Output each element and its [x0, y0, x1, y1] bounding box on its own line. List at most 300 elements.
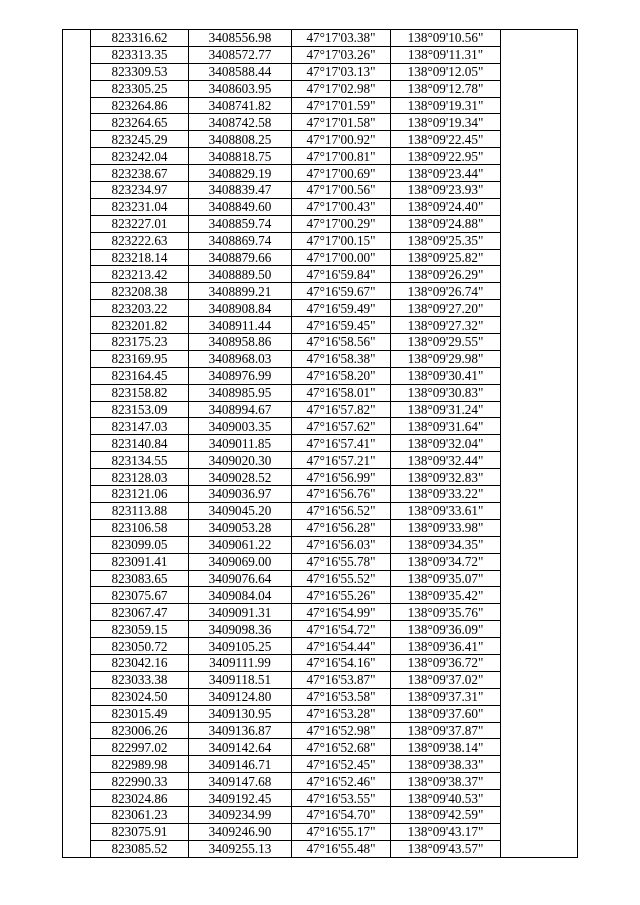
- latitude-cell: 47°16'59.84": [292, 266, 391, 283]
- easting-cell: 823147.03: [91, 418, 189, 435]
- table-row: [63, 418, 578, 435]
- longitude-cell: 138°09'27.32": [391, 317, 501, 334]
- blank-right-cell: [501, 401, 578, 418]
- table-row: [63, 334, 578, 351]
- table-row: [63, 823, 578, 840]
- blank-left-cell: [63, 536, 91, 553]
- blank-right-cell: [501, 30, 578, 47]
- easting-cell: 823113.88: [91, 502, 189, 519]
- longitude-cell: 138°09'29.55": [391, 334, 501, 351]
- blank-left-cell: [63, 131, 91, 148]
- longitude-cell: 138°09'33.22": [391, 486, 501, 503]
- northing-cell: 3408603.95: [189, 80, 292, 97]
- longitude-cell: 138°09'36.09": [391, 621, 501, 638]
- blank-right-cell: [501, 790, 578, 807]
- blank-left-cell: [63, 215, 91, 232]
- longitude-cell: 138°09'35.76": [391, 604, 501, 621]
- latitude-cell: 47°16'52.45": [292, 756, 391, 773]
- northing-cell: 3409136.87: [189, 722, 292, 739]
- coordinate-table: [62, 29, 578, 858]
- coordinate-table-body: [63, 30, 578, 858]
- easting-cell: 823158.82: [91, 384, 189, 401]
- blank-left-cell: [63, 502, 91, 519]
- blank-right-cell: [501, 300, 578, 317]
- blank-right-cell: [501, 604, 578, 621]
- northing-cell: 3409069.00: [189, 553, 292, 570]
- easting-cell: 823024.86: [91, 790, 189, 807]
- longitude-cell: 138°09'30.83": [391, 384, 501, 401]
- blank-right-cell: [501, 806, 578, 823]
- easting-cell: 823222.63: [91, 232, 189, 249]
- table-row: [63, 502, 578, 519]
- northing-cell: 3409036.97: [189, 486, 292, 503]
- blank-right-cell: [501, 638, 578, 655]
- table-row: [63, 604, 578, 621]
- blank-left-cell: [63, 756, 91, 773]
- longitude-cell: 138°09'31.64": [391, 418, 501, 435]
- northing-cell: 3408985.95: [189, 384, 292, 401]
- table-row: [63, 486, 578, 503]
- table-row: [63, 806, 578, 823]
- table-row: [63, 773, 578, 790]
- longitude-cell: 138°09'33.61": [391, 502, 501, 519]
- longitude-cell: 138°09'24.88": [391, 215, 501, 232]
- blank-left-cell: [63, 688, 91, 705]
- table-row: [63, 249, 578, 266]
- northing-cell: 3409118.51: [189, 671, 292, 688]
- latitude-cell: 47°17'03.38": [292, 30, 391, 47]
- northing-cell: 3408808.25: [189, 131, 292, 148]
- blank-right-cell: [501, 705, 578, 722]
- longitude-cell: 138°09'23.93": [391, 182, 501, 199]
- table-row: [63, 621, 578, 638]
- longitude-cell: 138°09'32.44": [391, 452, 501, 469]
- longitude-cell: 138°09'19.34": [391, 114, 501, 131]
- blank-right-cell: [501, 367, 578, 384]
- northing-cell: 3408741.82: [189, 97, 292, 114]
- easting-cell: 823153.09: [91, 401, 189, 418]
- blank-left-cell: [63, 266, 91, 283]
- latitude-cell: 47°16'55.48": [292, 840, 391, 857]
- blank-right-cell: [501, 148, 578, 165]
- latitude-cell: 47°16'55.17": [292, 823, 391, 840]
- table-row: [63, 266, 578, 283]
- longitude-cell: 138°09'12.05": [391, 63, 501, 80]
- easting-cell: 823050.72: [91, 638, 189, 655]
- blank-left-cell: [63, 435, 91, 452]
- longitude-cell: 138°09'22.45": [391, 131, 501, 148]
- northing-cell: 3409061.22: [189, 536, 292, 553]
- easting-cell: 823083.65: [91, 570, 189, 587]
- table-row: [63, 63, 578, 80]
- northing-cell: 3408839.47: [189, 182, 292, 199]
- longitude-cell: 138°09'32.83": [391, 469, 501, 486]
- easting-cell: 823006.26: [91, 722, 189, 739]
- latitude-cell: 47°16'58.01": [292, 384, 391, 401]
- blank-right-cell: [501, 654, 578, 671]
- northing-cell: 3408968.03: [189, 350, 292, 367]
- blank-left-cell: [63, 840, 91, 857]
- blank-right-cell: [501, 350, 578, 367]
- easting-cell: 823106.58: [91, 519, 189, 536]
- blank-right-cell: [501, 536, 578, 553]
- blank-right-cell: [501, 418, 578, 435]
- northing-cell: 3408908.84: [189, 300, 292, 317]
- northing-cell: 3409147.68: [189, 773, 292, 790]
- table-row: [63, 300, 578, 317]
- table-row: [63, 317, 578, 334]
- longitude-cell: 138°09'11.31": [391, 46, 501, 63]
- latitude-cell: 47°17'03.13": [292, 63, 391, 80]
- easting-cell: 823245.29: [91, 131, 189, 148]
- easting-cell: 823075.91: [91, 823, 189, 840]
- blank-right-cell: [501, 452, 578, 469]
- longitude-cell: 138°09'26.29": [391, 266, 501, 283]
- easting-cell: 823059.15: [91, 621, 189, 638]
- easting-cell: 823091.41: [91, 553, 189, 570]
- table-row: [63, 148, 578, 165]
- longitude-cell: 138°09'36.41": [391, 638, 501, 655]
- table-row: [63, 452, 578, 469]
- table-row: [63, 384, 578, 401]
- blank-left-cell: [63, 486, 91, 503]
- easting-cell: 823313.35: [91, 46, 189, 63]
- northing-cell: 3408859.74: [189, 215, 292, 232]
- northing-cell: 3408849.60: [189, 198, 292, 215]
- table-row: [63, 756, 578, 773]
- northing-cell: 3409146.71: [189, 756, 292, 773]
- easting-cell: 823061.23: [91, 806, 189, 823]
- table-row: [63, 654, 578, 671]
- table-row: [63, 469, 578, 486]
- blank-left-cell: [63, 671, 91, 688]
- longitude-cell: 138°09'30.41": [391, 367, 501, 384]
- blank-left-cell: [63, 114, 91, 131]
- blank-right-cell: [501, 334, 578, 351]
- blank-right-cell: [501, 435, 578, 452]
- latitude-cell: 47°16'56.99": [292, 469, 391, 486]
- latitude-cell: 47°16'58.20": [292, 367, 391, 384]
- northing-cell: 3408994.67: [189, 401, 292, 418]
- blank-left-cell: [63, 334, 91, 351]
- easting-cell: 823075.67: [91, 587, 189, 604]
- table-row: [63, 553, 578, 570]
- blank-left-cell: [63, 384, 91, 401]
- blank-right-cell: [501, 114, 578, 131]
- table-row: [63, 46, 578, 63]
- blank-right-cell: [501, 587, 578, 604]
- blank-left-cell: [63, 621, 91, 638]
- latitude-cell: 47°17'00.56": [292, 182, 391, 199]
- easting-cell: 823015.49: [91, 705, 189, 722]
- northing-cell: 3408879.66: [189, 249, 292, 266]
- latitude-cell: 47°16'58.56": [292, 334, 391, 351]
- easting-cell: 823140.84: [91, 435, 189, 452]
- table-row: [63, 671, 578, 688]
- longitude-cell: 138°09'26.74": [391, 283, 501, 300]
- blank-right-cell: [501, 469, 578, 486]
- northing-cell: 3408588.44: [189, 63, 292, 80]
- latitude-cell: 47°17'00.92": [292, 131, 391, 148]
- easting-cell: 823099.05: [91, 536, 189, 553]
- latitude-cell: 47°17'00.43": [292, 198, 391, 215]
- easting-cell: 823067.47: [91, 604, 189, 621]
- latitude-cell: 47°16'54.70": [292, 806, 391, 823]
- blank-left-cell: [63, 97, 91, 114]
- latitude-cell: 47°17'01.59": [292, 97, 391, 114]
- table-row: [63, 198, 578, 215]
- blank-right-cell: [501, 486, 578, 503]
- blank-left-cell: [63, 165, 91, 182]
- northing-cell: 3409045.20: [189, 502, 292, 519]
- northing-cell: 3408869.74: [189, 232, 292, 249]
- table-row: [63, 215, 578, 232]
- easting-cell: 823033.38: [91, 671, 189, 688]
- blank-left-cell: [63, 283, 91, 300]
- blank-left-cell: [63, 519, 91, 536]
- longitude-cell: 138°09'43.57": [391, 840, 501, 857]
- blank-right-cell: [501, 840, 578, 857]
- longitude-cell: 138°09'27.20": [391, 300, 501, 317]
- table-row: [63, 114, 578, 131]
- northing-cell: 3409098.36: [189, 621, 292, 638]
- northing-cell: 3408556.98: [189, 30, 292, 47]
- longitude-cell: 138°09'37.02": [391, 671, 501, 688]
- northing-cell: 3409091.31: [189, 604, 292, 621]
- blank-right-cell: [501, 519, 578, 536]
- longitude-cell: 138°09'23.44": [391, 165, 501, 182]
- latitude-cell: 47°16'58.38": [292, 350, 391, 367]
- latitude-cell: 47°16'52.98": [292, 722, 391, 739]
- easting-cell: 823085.52: [91, 840, 189, 857]
- blank-left-cell: [63, 469, 91, 486]
- longitude-cell: 138°09'35.42": [391, 587, 501, 604]
- blank-left-cell: [63, 553, 91, 570]
- blank-right-cell: [501, 756, 578, 773]
- longitude-cell: 138°09'24.40": [391, 198, 501, 215]
- northing-cell: 3409076.64: [189, 570, 292, 587]
- longitude-cell: 138°09'37.87": [391, 722, 501, 739]
- latitude-cell: 47°16'59.49": [292, 300, 391, 317]
- blank-right-cell: [501, 198, 578, 215]
- blank-left-cell: [63, 198, 91, 215]
- table-row: [63, 705, 578, 722]
- blank-right-cell: [501, 722, 578, 739]
- table-row: [63, 638, 578, 655]
- longitude-cell: 138°09'33.98": [391, 519, 501, 536]
- latitude-cell: 47°16'55.78": [292, 553, 391, 570]
- latitude-cell: 47°16'55.26": [292, 587, 391, 604]
- northing-cell: 3409084.04: [189, 587, 292, 604]
- latitude-cell: 47°16'56.03": [292, 536, 391, 553]
- easting-cell: 823128.03: [91, 469, 189, 486]
- blank-right-cell: [501, 283, 578, 300]
- longitude-cell: 138°09'19.31": [391, 97, 501, 114]
- northing-cell: 3409011.85: [189, 435, 292, 452]
- northing-cell: 3408958.86: [189, 334, 292, 351]
- blank-left-cell: [63, 823, 91, 840]
- blank-right-cell: [501, 553, 578, 570]
- blank-left-cell: [63, 654, 91, 671]
- northing-cell: 3408742.58: [189, 114, 292, 131]
- easting-cell: 823203.22: [91, 300, 189, 317]
- blank-left-cell: [63, 773, 91, 790]
- easting-cell: 822997.02: [91, 739, 189, 756]
- blank-right-cell: [501, 317, 578, 334]
- table-row: [63, 790, 578, 807]
- table-row: [63, 519, 578, 536]
- northing-cell: 3409020.30: [189, 452, 292, 469]
- easting-cell: 823164.45: [91, 367, 189, 384]
- easting-cell: 823201.82: [91, 317, 189, 334]
- latitude-cell: 47°16'57.82": [292, 401, 391, 418]
- blank-right-cell: [501, 773, 578, 790]
- latitude-cell: 47°17'03.26": [292, 46, 391, 63]
- northing-cell: 3409003.35: [189, 418, 292, 435]
- longitude-cell: 138°09'42.59": [391, 806, 501, 823]
- longitude-cell: 138°09'25.35": [391, 232, 501, 249]
- blank-left-cell: [63, 350, 91, 367]
- latitude-cell: 47°17'01.58": [292, 114, 391, 131]
- easting-cell: 823218.14: [91, 249, 189, 266]
- easting-cell: 823042.16: [91, 654, 189, 671]
- latitude-cell: 47°16'57.21": [292, 452, 391, 469]
- table-row: [63, 587, 578, 604]
- blank-left-cell: [63, 46, 91, 63]
- longitude-cell: 138°09'32.04": [391, 435, 501, 452]
- blank-left-cell: [63, 452, 91, 469]
- latitude-cell: 47°17'02.98": [292, 80, 391, 97]
- blank-right-cell: [501, 249, 578, 266]
- longitude-cell: 138°09'22.95": [391, 148, 501, 165]
- northing-cell: 3409234.99: [189, 806, 292, 823]
- blank-left-cell: [63, 249, 91, 266]
- latitude-cell: 47°16'57.41": [292, 435, 391, 452]
- latitude-cell: 47°16'53.55": [292, 790, 391, 807]
- table-row: [63, 165, 578, 182]
- northing-cell: 3408572.77: [189, 46, 292, 63]
- blank-right-cell: [501, 384, 578, 401]
- latitude-cell: 47°17'00.69": [292, 165, 391, 182]
- longitude-cell: 138°09'29.98": [391, 350, 501, 367]
- blank-left-cell: [63, 30, 91, 47]
- longitude-cell: 138°09'37.60": [391, 705, 501, 722]
- northing-cell: 3408899.21: [189, 283, 292, 300]
- northing-cell: 3408889.50: [189, 266, 292, 283]
- northing-cell: 3409192.45: [189, 790, 292, 807]
- latitude-cell: 47°16'52.46": [292, 773, 391, 790]
- table-row: [63, 739, 578, 756]
- longitude-cell: 138°09'34.35": [391, 536, 501, 553]
- latitude-cell: 47°16'56.52": [292, 502, 391, 519]
- blank-left-cell: [63, 182, 91, 199]
- longitude-cell: 138°09'38.33": [391, 756, 501, 773]
- longitude-cell: 138°09'36.72": [391, 654, 501, 671]
- table-row: [63, 688, 578, 705]
- northing-cell: 3408829.19: [189, 165, 292, 182]
- table-row: [63, 283, 578, 300]
- easting-cell: 823234.97: [91, 182, 189, 199]
- table-row: [63, 435, 578, 452]
- longitude-cell: 138°09'35.07": [391, 570, 501, 587]
- blank-left-cell: [63, 570, 91, 587]
- table-row: [63, 350, 578, 367]
- northing-cell: 3409028.52: [189, 469, 292, 486]
- blank-left-cell: [63, 587, 91, 604]
- longitude-cell: 138°09'37.31": [391, 688, 501, 705]
- easting-cell: 823264.86: [91, 97, 189, 114]
- easting-cell: 823316.62: [91, 30, 189, 47]
- easting-cell: 822990.33: [91, 773, 189, 790]
- blank-right-cell: [501, 688, 578, 705]
- northing-cell: 3409142.64: [189, 739, 292, 756]
- latitude-cell: 47°17'00.00": [292, 249, 391, 266]
- table-row: [63, 840, 578, 857]
- table-row: [63, 182, 578, 199]
- latitude-cell: 47°16'56.28": [292, 519, 391, 536]
- blank-right-cell: [501, 182, 578, 199]
- blank-right-cell: [501, 63, 578, 80]
- blank-left-cell: [63, 790, 91, 807]
- northing-cell: 3409255.13: [189, 840, 292, 857]
- latitude-cell: 47°17'00.15": [292, 232, 391, 249]
- northing-cell: 3409053.28: [189, 519, 292, 536]
- easting-cell: 823242.04: [91, 148, 189, 165]
- latitude-cell: 47°16'59.67": [292, 283, 391, 300]
- northing-cell: 3409105.25: [189, 638, 292, 655]
- easting-cell: 823121.06: [91, 486, 189, 503]
- easting-cell: 823213.42: [91, 266, 189, 283]
- latitude-cell: 47°16'54.99": [292, 604, 391, 621]
- latitude-cell: 47°16'55.52": [292, 570, 391, 587]
- blank-left-cell: [63, 300, 91, 317]
- table-row: [63, 131, 578, 148]
- blank-left-cell: [63, 604, 91, 621]
- latitude-cell: 47°16'56.76": [292, 486, 391, 503]
- longitude-cell: 138°09'34.72": [391, 553, 501, 570]
- longitude-cell: 138°09'38.14": [391, 739, 501, 756]
- blank-left-cell: [63, 705, 91, 722]
- longitude-cell: 138°09'43.17": [391, 823, 501, 840]
- latitude-cell: 47°16'54.16": [292, 654, 391, 671]
- blank-left-cell: [63, 148, 91, 165]
- blank-left-cell: [63, 418, 91, 435]
- latitude-cell: 47°16'57.62": [292, 418, 391, 435]
- blank-right-cell: [501, 266, 578, 283]
- blank-left-cell: [63, 638, 91, 655]
- latitude-cell: 47°16'54.72": [292, 621, 391, 638]
- table-row: [63, 536, 578, 553]
- blank-right-cell: [501, 97, 578, 114]
- latitude-cell: 47°16'53.28": [292, 705, 391, 722]
- table-row: [63, 97, 578, 114]
- northing-cell: 3409246.90: [189, 823, 292, 840]
- blank-left-cell: [63, 317, 91, 334]
- latitude-cell: 47°16'52.68": [292, 739, 391, 756]
- table-row: [63, 722, 578, 739]
- blank-right-cell: [501, 823, 578, 840]
- blank-left-cell: [63, 722, 91, 739]
- easting-cell: 823227.01: [91, 215, 189, 232]
- table-row: [63, 232, 578, 249]
- longitude-cell: 138°09'10.56": [391, 30, 501, 47]
- easting-cell: 823169.95: [91, 350, 189, 367]
- blank-right-cell: [501, 570, 578, 587]
- longitude-cell: 138°09'31.24": [391, 401, 501, 418]
- blank-right-cell: [501, 621, 578, 638]
- blank-right-cell: [501, 502, 578, 519]
- blank-right-cell: [501, 165, 578, 182]
